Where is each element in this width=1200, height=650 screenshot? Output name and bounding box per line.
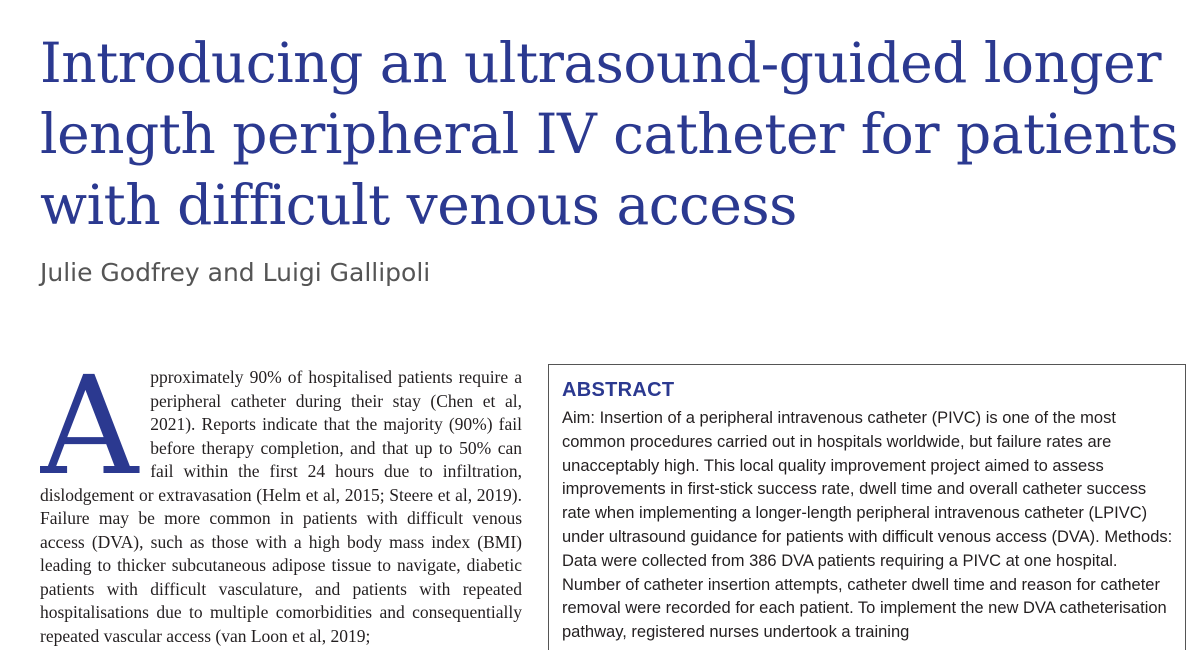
intro-paragraph: pproximately 90% of hospitalised patients require a peripheral catheter during their stay (Chen et al, 2021). Reports indicate that the majority (90%) fail before therapy completion, and that up to 50% can fail within the first 24 hours due to infiltration, dislodgement or extravasation (Helm et al, 2015; Steere et al, 2019). Failure may be more common in patients with difficult venous access (DVA), such as those with a high body mass index (BMI) leading to thicker subcutaneous adipose tissue to navigate, diabetic patients with difficult vasculature, and patients with repeated hospitalisations due to multiple comorbidities and consequentially repeated vascular access (van Loon et al, 2019; — [40, 367, 522, 646]
abstract-text: Aim: Insertion of a peripheral intravenous catheter (PIVC) is one of the most common procedures carried out in hospitals worldwide, but failure rates are unacceptably high. This local quality improvement project aimed to assess improvements in first-stick success rate, dwell time and overall catheter success rate when implementing a longer-length peripheral intravenous catheter (LPIVC) under ultrasound guidance for patients with difficult venous access (DVA). Methods: Data were collected from 386 DVA patients requiring a PIVC at one hospital. Number of catheter insertion attempts, catheter dwell time and reason for catheter removal were recorded for each patient. To implement the new DVA catheterisation pathway, registered nurses undertook a training — [562, 409, 1173, 642]
article-title: Introducing an ultrasound-guided longer length peripheral IV catheter for patients with difficult venous access — [40, 31, 1179, 237]
abstract-box — [548, 364, 1186, 650]
article-body — [40, 366, 522, 650]
drop-cap: A — [40, 366, 139, 506]
abstract-heading: ABSTRACT — [562, 379, 675, 401]
article-authors: Julie Godfrey and Luigi Gallipoli — [40, 258, 431, 287]
